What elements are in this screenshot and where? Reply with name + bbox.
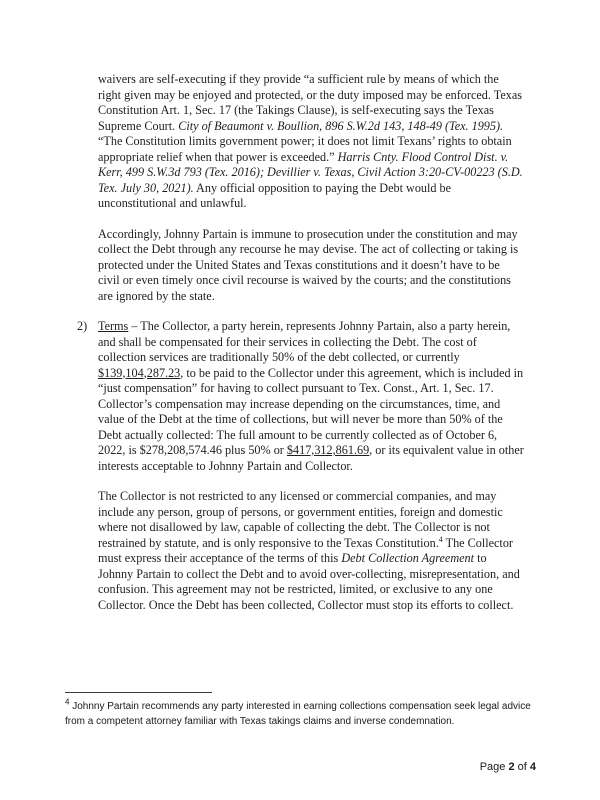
footnote-separator bbox=[65, 692, 212, 693]
agreement-title: Debt Collection Agreement bbox=[341, 551, 475, 565]
text-run: “The Constitution limits government power; it does not limit Texans’ rights to obtain appropriate relief when that power is exceeded.” bbox=[98, 134, 512, 164]
case-citation-harris-devillier: Harris Cnty. Flood Control Dist. v. Kerr, 499 S.W.3d 793 (Tex. 2016); Devillier v. Texas, Civil Action 3:20-CV-00223 (S.D. Tex. July 30, 2021). bbox=[98, 149, 523, 195]
of-label: of bbox=[514, 761, 530, 773]
page-label: Page bbox=[479, 761, 509, 773]
text-run: waivers are self-executing if they provide “a sufficient rule by means of which the right given may be enjoyed and protected, or the duty imposed may be enforced. Texas Constitution Art. 1, Sec. 17 (the Takings Clause), is self-executing says the Texas Supreme Court. bbox=[98, 72, 522, 133]
text-run: The Collector must express their acceptance of the terms of this bbox=[98, 535, 513, 565]
text-run: , to be paid to the Collector under this agreement, which is included in “just compensation” for having to collect pursuant to Tex. Const., Art. 1, Sec. 17. Collector’s compensation may increase depending on the circumstances, time, and value of the Debt at the time of collections, but will never be more than 50% of the Debt actually collected: The full amount to be currently collected as of October 6, 2022, is $278,208,574.46 plus 50% or bbox=[98, 365, 524, 457]
paragraph-waivers bbox=[98, 72, 524, 212]
text-run: The Collector is not restricted to any licensed or commercial companies, and may include any person, group of persons, or government entities, foreign and domestic where not disallowed by law, capable of collecting the debt. The Collector is not restrained by statute, and is only responsive to the Texas Constitution. bbox=[98, 489, 503, 550]
text-run: – The Collector, a party herein, represents Johnny Partain, also a party herein, and shall be compensated for their services in collecting the Debt. The cost of collection services are traditionally 50% of the debt collected, or currently bbox=[98, 319, 511, 364]
paragraph-immunity bbox=[98, 227, 524, 305]
footnote-text bbox=[65, 697, 545, 729]
numbered-item-terms bbox=[77, 319, 524, 474]
total-with-fee-amount: $417,312,861.69 bbox=[286, 443, 370, 457]
text-run: , or its equivalent value in other interests acceptable to Johnny Partain and Collector. bbox=[98, 443, 524, 473]
current-page-number: 2 bbox=[508, 761, 515, 773]
footnote-body: Johnny Partain recommends any party interested in earning collections compensation seek legal advice from a competent attorney familiar with Texas takings claims and inverse condemnation. bbox=[65, 701, 531, 727]
text-run: Accordingly, Johnny Partain is immune to prosecution under the constitution and may collect the Debt through any recourse he may devise. The act of collecting or taking is protected under the United States and Texas constitutions and it doesn’t have to be civil or even timely once civil recourse is waived by the courts; and the constitutions are ignored by the state. bbox=[98, 226, 519, 303]
case-citation-beaumont: City of Beaumont v. Boullion, 896 S.W.2d 143, 148-49 (Tex. 1995). bbox=[178, 118, 504, 133]
paragraph-collector bbox=[98, 489, 524, 613]
text-run: Any official opposition to paying the Debt would be unconstitutional and unlawful. bbox=[98, 180, 452, 210]
list-number: 2) bbox=[77, 319, 88, 333]
terms-heading: Terms bbox=[98, 319, 129, 333]
total-page-number: 4 bbox=[529, 761, 536, 773]
paragraph-terms bbox=[98, 319, 524, 474]
collection-fee-amount: $139,104,287.23 bbox=[98, 365, 181, 380]
footnote-reference: 4 bbox=[438, 534, 443, 544]
page-number bbox=[480, 761, 536, 773]
footnote bbox=[65, 692, 545, 729]
document-body bbox=[77, 72, 524, 628]
text-run: to Johnny Partain to collect the Debt and to avoid over-collecting, misrepresentation, and confusion. This agreement may not be restricted, limited, or exclusive to any one Collector. Once the Debt has been collected, Collector must stop its efforts to collect. bbox=[98, 551, 520, 612]
footnote-marker: 4 bbox=[65, 697, 70, 707]
